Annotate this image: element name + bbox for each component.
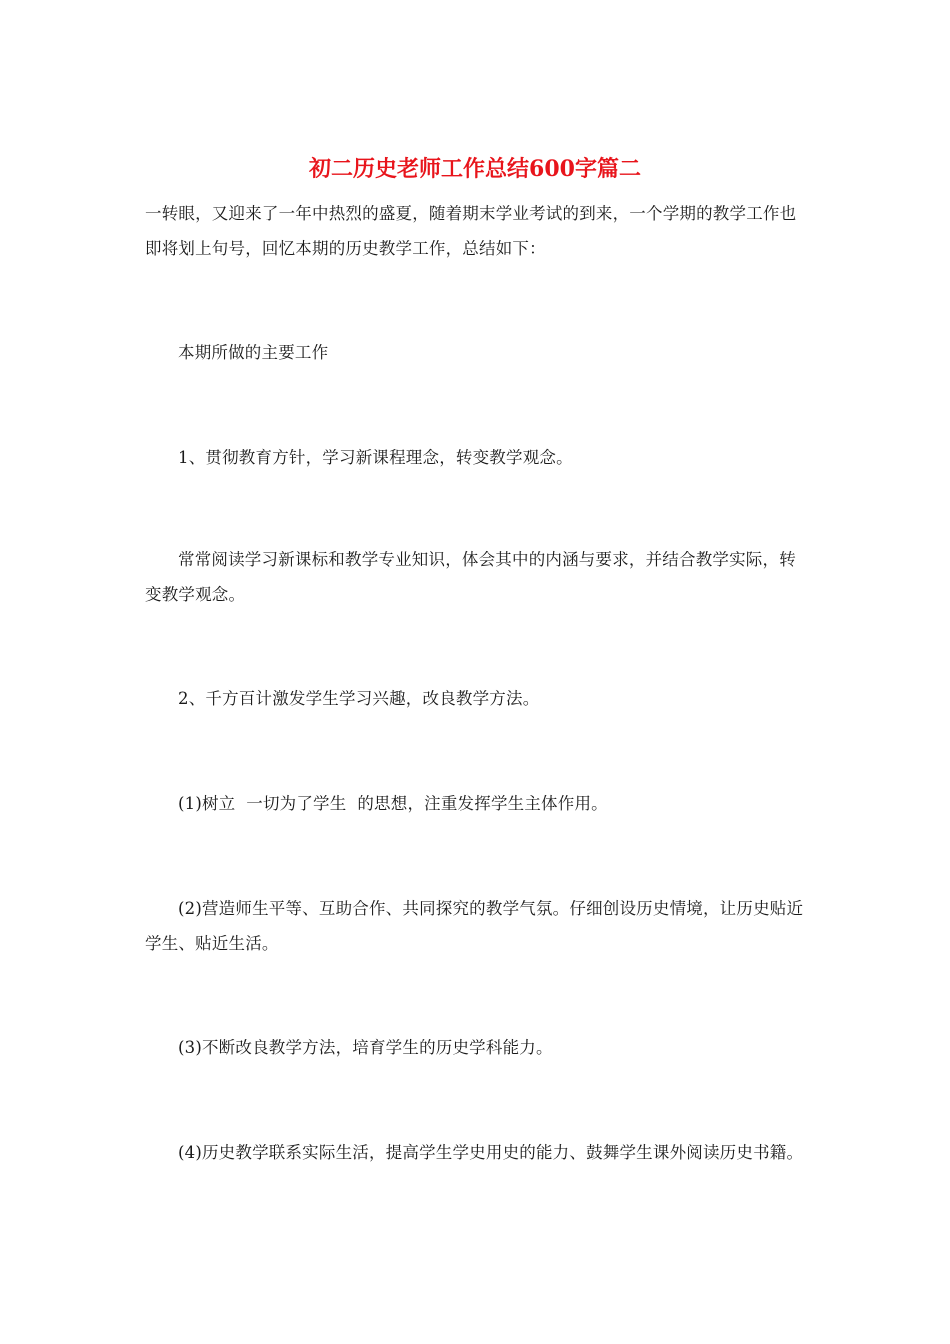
body-paragraph: 常常阅读学习新课标和教学专业知识，体会其中的内涵与要求，并结合教学实际，转变教学观念。 [145,550,796,604]
sub-item-4: (4)历史教学联系实际生活，提高学生学史用史的能力、鼓舞学生课外阅读历史书籍。 [178,1143,804,1162]
sub-item-3: (3)不断改良教学方法，培育学生的历史学科能力。 [178,1038,553,1057]
list-item-1: 1、贯彻教育方针，学习新课程理念，转变教学观念。 [178,448,573,467]
sub-item-2: (2)营造师生平等、互助合作、共同探究的教学气氛。仔细创设历史情境，让历史贴近学生、贴近生活。 [145,899,804,953]
section-heading: 本期所做的主要工作 [178,343,329,362]
intro-paragraph: 一转眼，又迎来了一年中热烈的盛夏，随着期末学业考试的到来，一个学期的教学工作也即将划上句号，回忆本期的历史教学工作，总结如下： [145,204,797,258]
list-item-2: 2、千方百计激发学生学习兴趣，改良教学方法。 [178,689,540,708]
sub-item-1: (1)树立 一切为了学生 的思想，注重发挥学生主体作用。 [178,794,608,813]
document-title: 初二历史老师工作总结600字篇二 [309,156,641,182]
